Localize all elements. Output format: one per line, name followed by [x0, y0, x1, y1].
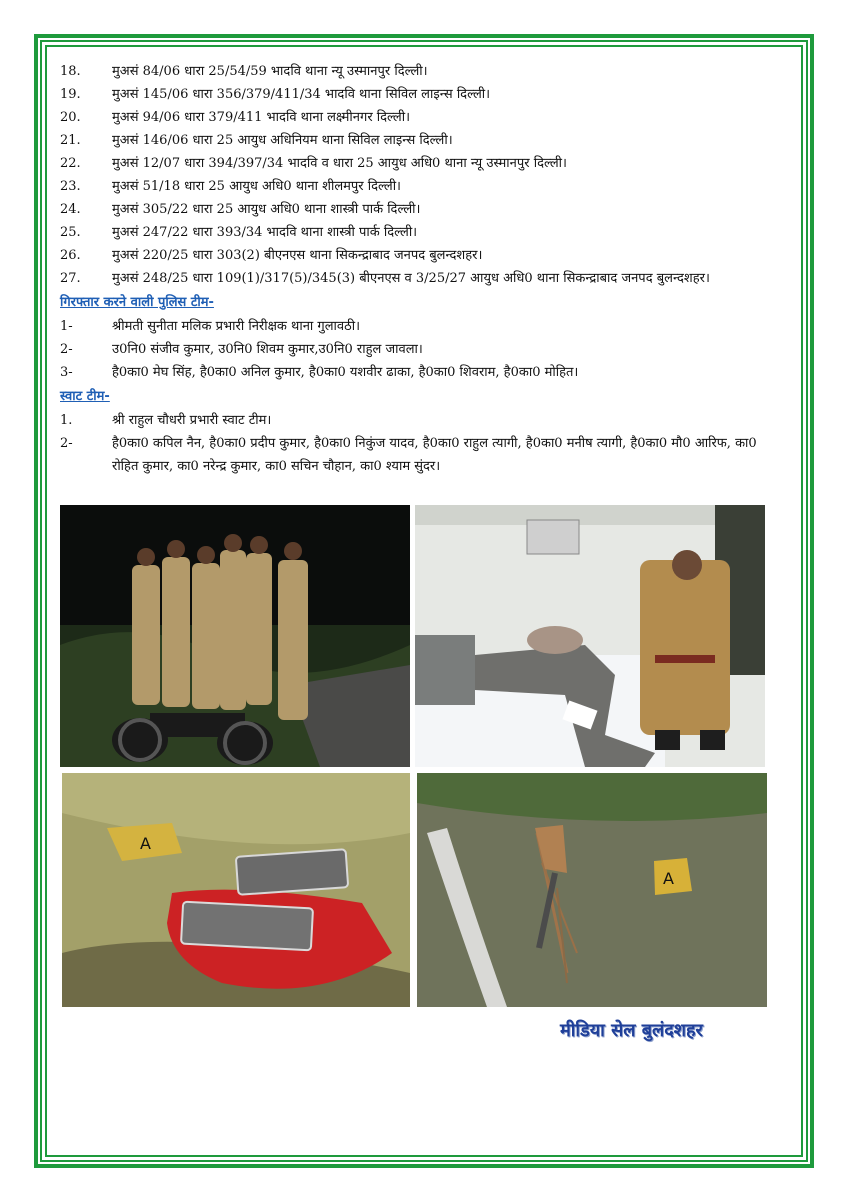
police-team-member: 2- उ0नि0 संजीव कुमार, उ0नि0 शिवम कुमार,उ0नि0 राहुल जावला।: [60, 342, 423, 357]
media-cell-signature: मीडिया सेल बुलंदशहर: [560, 1020, 703, 1041]
case-row: 27. मुअसं 248/25 धारा 109(1)/317(5)/345(3) बीएनएस व 3/25/27 आयुध अधि0 थाना सिकन्द्राबाद जनपद बुलन्दशहर।: [60, 271, 710, 286]
case-row: 25. मुअसं 247/22 धारा 393/34 भादवि थाना शास्त्री पार्क दिल्ली।: [60, 225, 418, 240]
photo-hospital-injured: [415, 505, 765, 767]
case-row: 26. मुअसं 220/25 धारा 303(2) बीएनएस थाना सिकन्द्राबाद जनपद बुलन्दशहर।: [60, 248, 483, 263]
police-team-member: 1- श्रीमती सुनीता मलिक प्रभारी निरीक्षक थाना गुलावठी।: [60, 319, 360, 334]
police-team-member: 3- है0का0 मेघ सिंह, है0का0 अनिल कुमार, है0का0 यशवीर ढाका, है0का0 शिवराम, है0का0 मोहित।: [60, 365, 579, 380]
swat-team-list: [60, 409, 786, 478]
case-row: 22. मुअसं 12/07 धारा 394/397/34 भादवि व धारा 25 आयुध अधि0 थाना न्यू उस्मानपुर दिल्ली।: [60, 156, 567, 171]
svg-text:A: A: [140, 834, 151, 853]
police-team-heading: गिरफ्तार करने वाली पुलिस टीम-: [60, 295, 214, 310]
case-row: 19. मुअसं 145/06 धारा 356/379/411/34 भादवि थाना सिविल लाइन्स दिल्ली।: [60, 87, 491, 102]
case-row: 23. मुअसं 51/18 धारा 25 आयुध अधि0 थाना शीलमपुर दिल्ली।: [60, 179, 401, 194]
case-row: 20. मुअसं 94/06 धारा 379/411 भादवि थाना लक्ष्मीनगर दिल्ली।: [60, 110, 411, 125]
swat-team-member: 1. श्री राहुल चौधरी प्रभारी स्वाट टीम।: [60, 413, 272, 428]
photo-evidence-grass: [62, 773, 410, 1007]
svg-text:A: A: [663, 869, 674, 888]
swat-team-member: 2- है0का0 कपिल नैन, है0का0 प्रदीप कुमार, है0का0 निकुंज यादव, है0का0 राहुल त्यागी, है0का0 मनीष त्यागी, है0का0 मौ0 आरिफ, का0 रोहित कुमार, का0 नरेन्द्र कुमार, का0 सचिन चौहान, का0 श्याम सुंदर।: [60, 436, 757, 474]
case-list: [60, 60, 786, 290]
photo-evidence-weapon: [417, 773, 767, 1007]
photo-police-team-night: [60, 505, 410, 767]
document-body: [60, 60, 786, 478]
case-row: 24. मुअसं 305/22 धारा 25 आयुध अधि0 थाना शास्त्री पार्क दिल्ली।: [60, 202, 421, 217]
swat-team-heading: स्वाट टीम-: [60, 389, 110, 404]
case-row: 18. मुअसं 84/06 धारा 25/54/59 भादवि थाना न्यू उस्मानपुर दिल्ली।: [60, 64, 428, 79]
police-team-list: [60, 315, 786, 384]
case-row: 21. मुअसं 146/06 धारा 25 आयुध अधिनियम थाना सिविल लाइन्स दिल्ली।: [60, 133, 453, 148]
